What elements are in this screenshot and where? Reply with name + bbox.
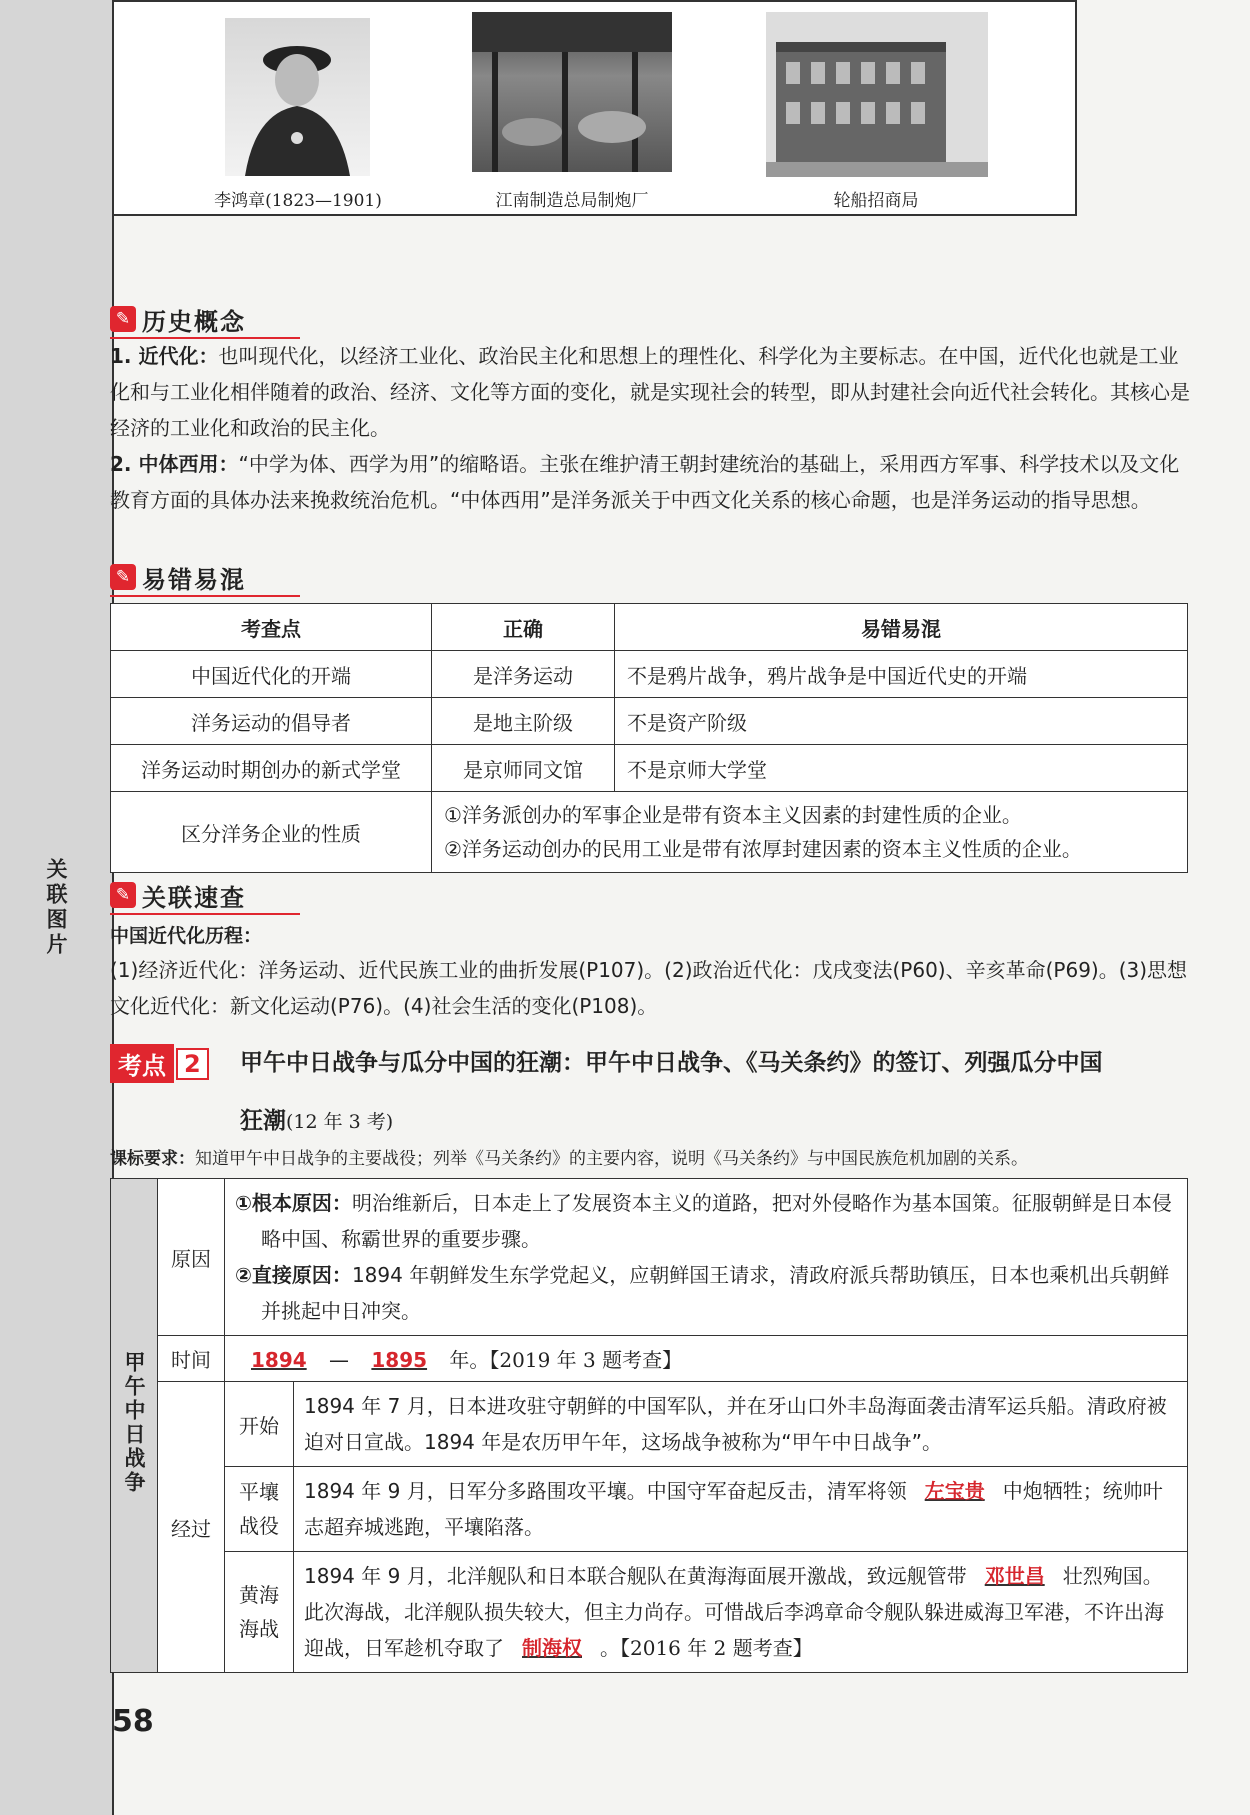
sino-japanese-war-table (110, 1178, 1188, 1673)
table-row: 中国近代化的开端 是洋务运动 不是鸦片战争，鸦片战争是中国近代史的开端 (111, 651, 1188, 698)
concepts-heading: ✎ 历史概念 (110, 302, 246, 336)
related-heading: ✎ 关联速查 (110, 878, 246, 912)
cause-content: ①根本原因：明治维新后，日本走上了发展资本主义的道路，把对外侵略作为基本国策。征服朝鲜是日本侵略中国、称霸世界的重要步骤。 ②直接原因：1894 年朝鲜发生东学党起义，应朝鲜国王请求，清政府派兵帮助镇压，日本也乘机出兵朝鲜并挑起中日冲突。 (225, 1179, 1188, 1336)
li-hongzhang-photo (225, 18, 370, 176)
time-content: 1894 — 1895 年。【2019 年 3 题考查】 (225, 1336, 1188, 1382)
start-label: 开始 (225, 1382, 294, 1467)
pencil-icon: ✎ (110, 882, 136, 908)
concept-item-2: 2. 中体西用：“中学为体、西学为用”的缩略语。主张在维护清王朝封建统治的基础上，采用西方军事、科学技术以及文化教育方面的具体办法来挽救统治危机。“中体西用”是洋务派关于中西文化关系的核心命题，也是洋务运动的指导思想。 (110, 452, 1180, 512)
related-subtitle: 中国近代化历程： (110, 925, 263, 947)
cause-label: 原因 (158, 1179, 225, 1336)
yellow-sea-text: 1894 年 9 月，北洋舰队和日本联合舰队在黄海海面展开激战，致远舰管带 邓世昌 壮烈殉国。此次海战，北洋舰队损失较大，但主力尚存。可惜战后李鸿章命令舰队躲进威海卫军港，不许出海迎战，日军趁机夺取了 制海权 。【2016 年 2 题考查】 (294, 1552, 1188, 1673)
pyongyang-label: 平壤 战役 (225, 1467, 294, 1552)
jiangnan-arsenal-photo (472, 12, 672, 172)
pencil-icon: ✎ (110, 306, 136, 332)
yellow-sea-label: 黄海 海战 (225, 1552, 294, 1673)
errors-table (110, 603, 1188, 873)
caption-jiangnan-arsenal: 江南制造总局制炮厂 (495, 191, 649, 211)
caption-li-hongzhang: 李鸿章(1823—1901) (214, 191, 382, 211)
table-header-row: 考查点 正确 易错易混 (111, 604, 1188, 651)
concept-item-1: 1. 近代化：也叫现代化，以经济工业化、政治民主化和思想上的理性化、科学化为主要标志。在中国，近代化也就是工业化和与工业化相伴随着的政治、经济、文化等方面的变化，就是实现社会的转型，即从封建社会向近代社会转化。其核心是经济的工业化和政治的民主化。 (110, 344, 1190, 440)
course-label: 经过 (158, 1382, 225, 1673)
start-text: 1894 年 7 月，日本进攻驻守朝鲜的中国军队，并在牙山口外丰岛海面袭击清军运兵船。清政府被迫对日宣战。1894 年是农历甲午年，这场战争被称为“甲午中日战争”。 (294, 1382, 1188, 1467)
war-side-label: 甲午中日战争 (111, 1179, 158, 1673)
point2-title-line1: 甲午中日战争与瓜分中国的狂潮：甲午中日战争、《马关条约》的签订、列强瓜分中国 (240, 1050, 1103, 1076)
point2-title-line2: 狂潮(12 年 3 考) (240, 1108, 394, 1134)
table-row: 洋务运动的倡导者 是地主阶级 不是资产阶级 (111, 698, 1188, 745)
curriculum-requirement: 课标要求：知道甲午中日战争的主要战役；列举《马关条约》的主要内容，说明《马关条约》与中国民族危机加剧的关系。 (110, 1149, 1028, 1169)
table-row: 洋务运动时期创办的新式学堂 是京师同文馆 不是京师大学堂 (111, 745, 1188, 792)
page-number: 58 (112, 1704, 154, 1739)
related-text: (1)经济近代化：洋务运动、近代民族工业的曲折发展(P107)。(2)政治近代化：戊戌变法(P60)、辛亥革命(P69)。(3)思想文化近代化：新文化运动(P76)。(4)社会生活的变化(P108)。 (110, 958, 1188, 1018)
table-row: 区分洋务企业的性质 ①洋务派创办的军事企业是带有资本主义因素的封建性质的企业。 ②洋务运动创办的民用工业是带有浓厚封建因素的资本主义性质的企业。 (111, 792, 1188, 873)
caption-china-merchants: 轮船招商局 (833, 191, 919, 211)
related-pictures-label: 关联图片 (0, 0, 114, 1815)
point2-badge: 考点 2 (110, 1044, 209, 1083)
china-merchants-photo (766, 12, 988, 177)
time-label: 时间 (158, 1336, 225, 1382)
pyongyang-text: 1894 年 9 月，日军分多路围攻平壤。中国守军奋起反击，清军将领 左宝贵 中炮牺牲；统帅叶志超弃城逃跑，平壤陷落。 (294, 1467, 1188, 1552)
errors-heading: ✎ 易错易混 (110, 560, 246, 594)
pencil-icon: ✎ (110, 564, 136, 590)
